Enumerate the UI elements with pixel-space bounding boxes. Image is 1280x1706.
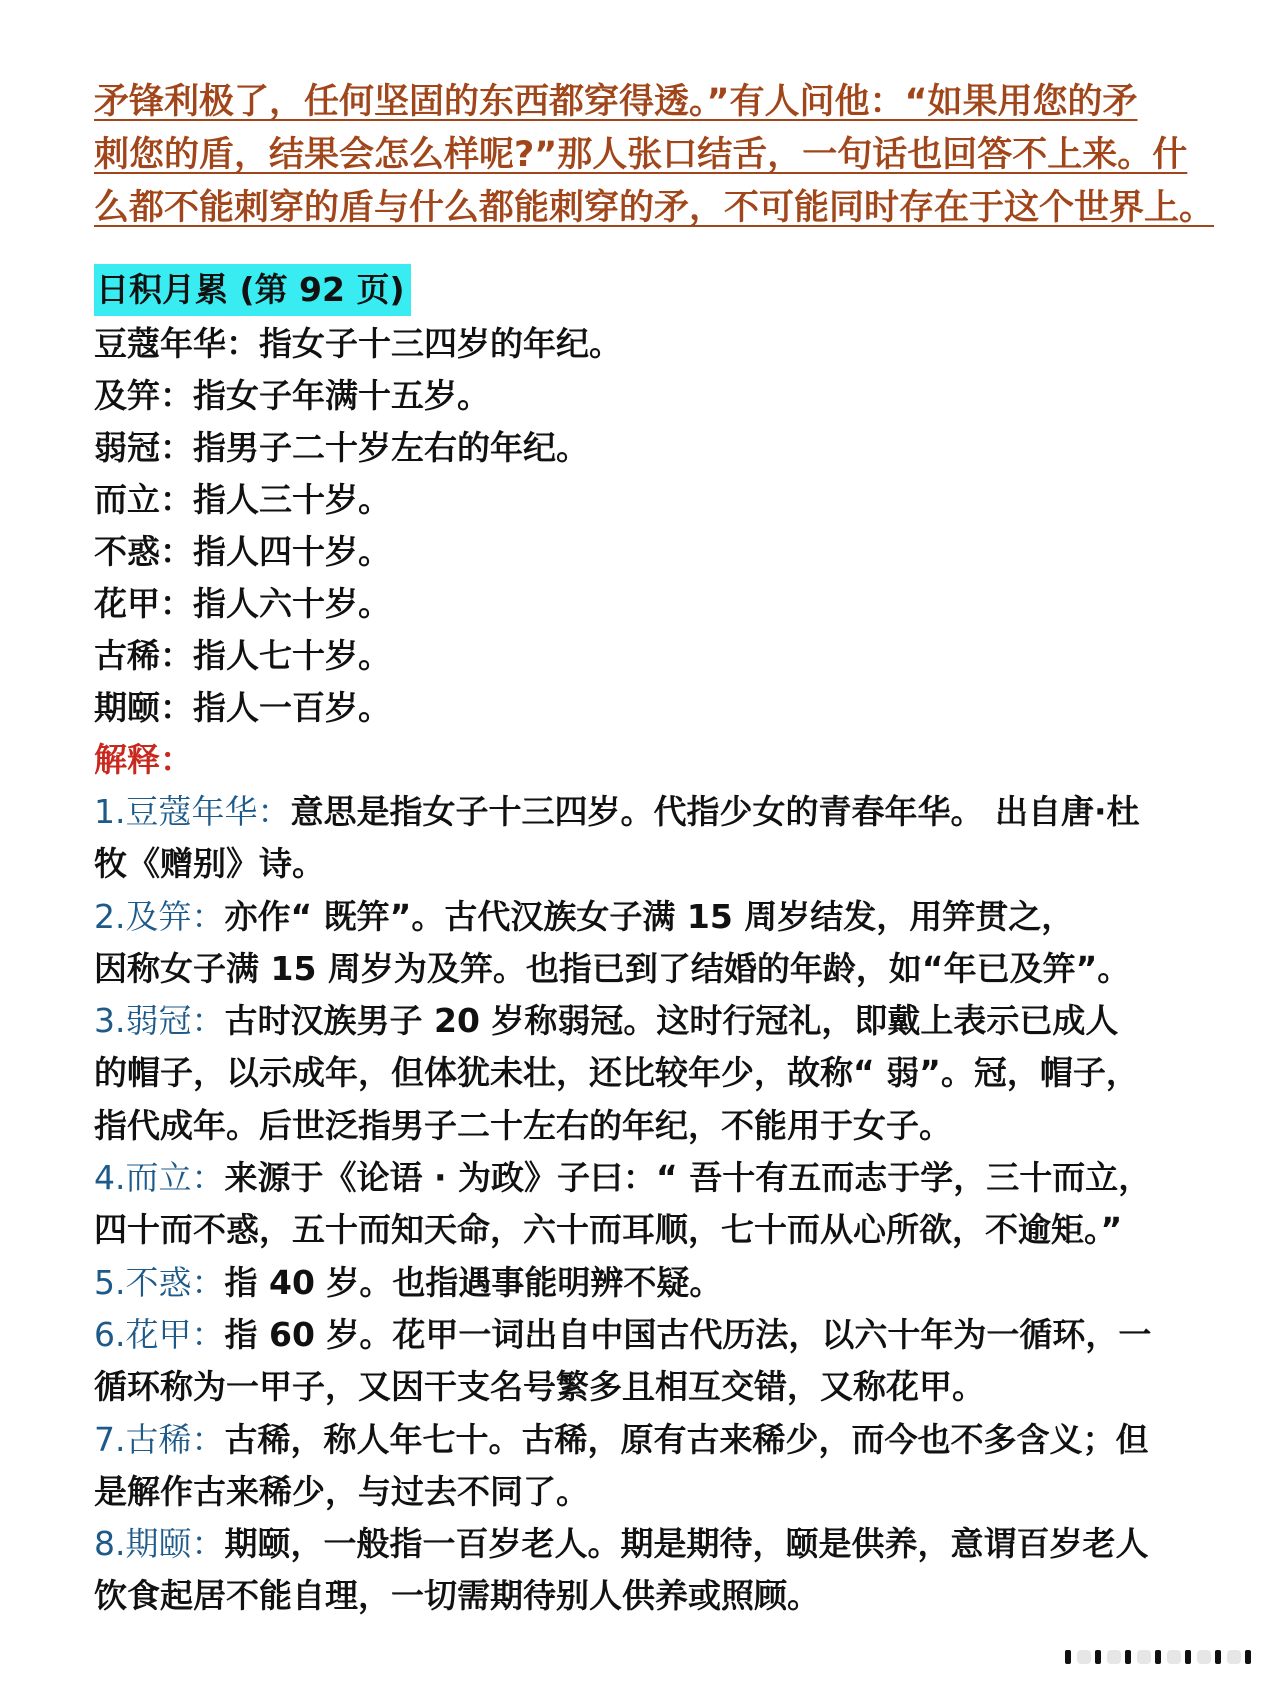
dot-bar bbox=[1065, 1650, 1071, 1664]
dot-bar bbox=[1245, 1650, 1251, 1664]
explanation-label: 2.及笄： bbox=[94, 896, 225, 936]
explanation-label: 6.花甲： bbox=[94, 1314, 225, 1354]
explanation-line bbox=[94, 1414, 1204, 1466]
explanation-text: 亦作“ 既笄”。古代汉族女子满 15 周岁结发，用笄贯之， bbox=[224, 896, 1075, 936]
explanation-title: 解释： bbox=[94, 740, 193, 779]
explanation-label: 3.弱冠： bbox=[94, 1001, 225, 1041]
explanation-label: 1.豆蔻年华： bbox=[94, 792, 291, 831]
dot-bar bbox=[1197, 1650, 1211, 1664]
explanation-line bbox=[94, 995, 1204, 1047]
intro-paragraph bbox=[94, 76, 1215, 235]
explanation-label: 4.而立： bbox=[94, 1158, 225, 1198]
terms-list bbox=[94, 318, 1194, 734]
explanation-text: 古稀，称人年七十。古稀，原有古来稀少，而今也不多含义；但 bbox=[224, 1419, 1149, 1459]
explanation-label: 8.期颐： bbox=[94, 1524, 225, 1564]
dot-bar bbox=[1095, 1650, 1101, 1664]
term-item: 弱冠：指男子二十岁左右的年纪。 bbox=[94, 428, 589, 467]
explanation-list bbox=[94, 786, 1204, 1623]
intro-line: 刺您的盾，结果会怎么样呢?”那人张口结舌，一句话也回答不上来。什 bbox=[94, 135, 1188, 175]
dot-bar bbox=[1167, 1650, 1181, 1664]
explanation-text: 意思是指女子十三四岁。代指少女的青春年华。 出自唐·杜 bbox=[290, 792, 1140, 831]
explanation-text: 来源于《论语 · 为政》子曰：“ 吾十有五而志于学，三十而立， bbox=[224, 1158, 1152, 1198]
term-item: 而立：指人三十岁。 bbox=[94, 480, 391, 519]
term-item: 花甲：指人六十岁。 bbox=[94, 584, 391, 623]
explanation-line: 饮食起居不能自理，一切需期待别人供养或照顾。 bbox=[94, 1576, 820, 1616]
more-dots-icon bbox=[1063, 1647, 1263, 1667]
explanation-line bbox=[94, 891, 1204, 943]
section-heading: 日积月累 (第 92 页) bbox=[94, 264, 411, 316]
term-item: 期颐：指人一百岁。 bbox=[94, 688, 391, 727]
explanation-line: 牧《赠别》诗。 bbox=[94, 844, 325, 884]
explanation-text: 指 60 岁。花甲一词出自中国古代历法，以六十年为一循环，一 bbox=[224, 1314, 1152, 1354]
dot-bar bbox=[1077, 1650, 1091, 1664]
dot-bar bbox=[1107, 1650, 1121, 1664]
dot-bar bbox=[1185, 1650, 1191, 1664]
explanation-line: 因称女子满 15 周岁为及笄。也指已到了结婚的年龄，如“年已及笄”。 bbox=[94, 948, 1131, 988]
explanation-label: 5.不惑： bbox=[94, 1262, 225, 1302]
explanation-line: 的帽子，以示成年，但体犹未壮，还比较年少，故称“ 弱”。冠，帽子， bbox=[94, 1053, 1139, 1093]
explanation-line bbox=[94, 786, 1204, 838]
explanation-text: 期颐，一般指一百岁老人。期是期待，颐是供养，意谓百岁老人 bbox=[224, 1524, 1149, 1564]
term-item: 豆蔻年华：指女子十三四岁的年纪。 bbox=[94, 324, 622, 363]
explanation-line: 循环称为一甲子，又因干支名号繁多且相互交错，又称花甲。 bbox=[94, 1367, 985, 1407]
explanation-text: 古时汉族男子 20 岁称弱冠。这时行冠礼，即戴上表示已成人 bbox=[224, 1001, 1119, 1041]
dot-bar bbox=[1227, 1650, 1241, 1664]
intro-line: 么都不能刺穿的盾与什么都能刺穿的矛，不可能同时存在于这个世界上。 bbox=[94, 188, 1215, 228]
explanation-line: 四十而不惑，五十而知天命，六十而耳顺，七十而从心所欲，不逾矩。” bbox=[94, 1210, 1123, 1250]
term-item: 古稀：指人七十岁。 bbox=[94, 636, 391, 675]
explanation-line bbox=[94, 1518, 1204, 1570]
term-item: 不惑：指人四十岁。 bbox=[94, 532, 391, 571]
explanation-line bbox=[94, 1309, 1204, 1361]
explanation-line bbox=[94, 1152, 1204, 1204]
dot-bar bbox=[1155, 1650, 1161, 1664]
explanation-line: 指代成年。后世泛指男子二十左右的年纪，不能用于女子。 bbox=[94, 1105, 952, 1145]
dot-bar bbox=[1137, 1650, 1151, 1664]
dot-bar bbox=[1125, 1650, 1131, 1664]
explanation-label: 7.古稀： bbox=[94, 1419, 225, 1459]
explanation-line: 是解作古来稀少，与过去不同了。 bbox=[94, 1471, 589, 1511]
dot-bar bbox=[1215, 1650, 1221, 1664]
explanation-text: 指 40 岁。也指遇事能明辨不疑。 bbox=[224, 1262, 723, 1302]
intro-line: 矛锋利极了，任何坚固的东西都穿得透。”有人问他：“如果用您的矛 bbox=[94, 82, 1138, 122]
term-item: 及笄：指女子年满十五岁。 bbox=[94, 376, 490, 415]
explanation-line bbox=[94, 1257, 1204, 1309]
